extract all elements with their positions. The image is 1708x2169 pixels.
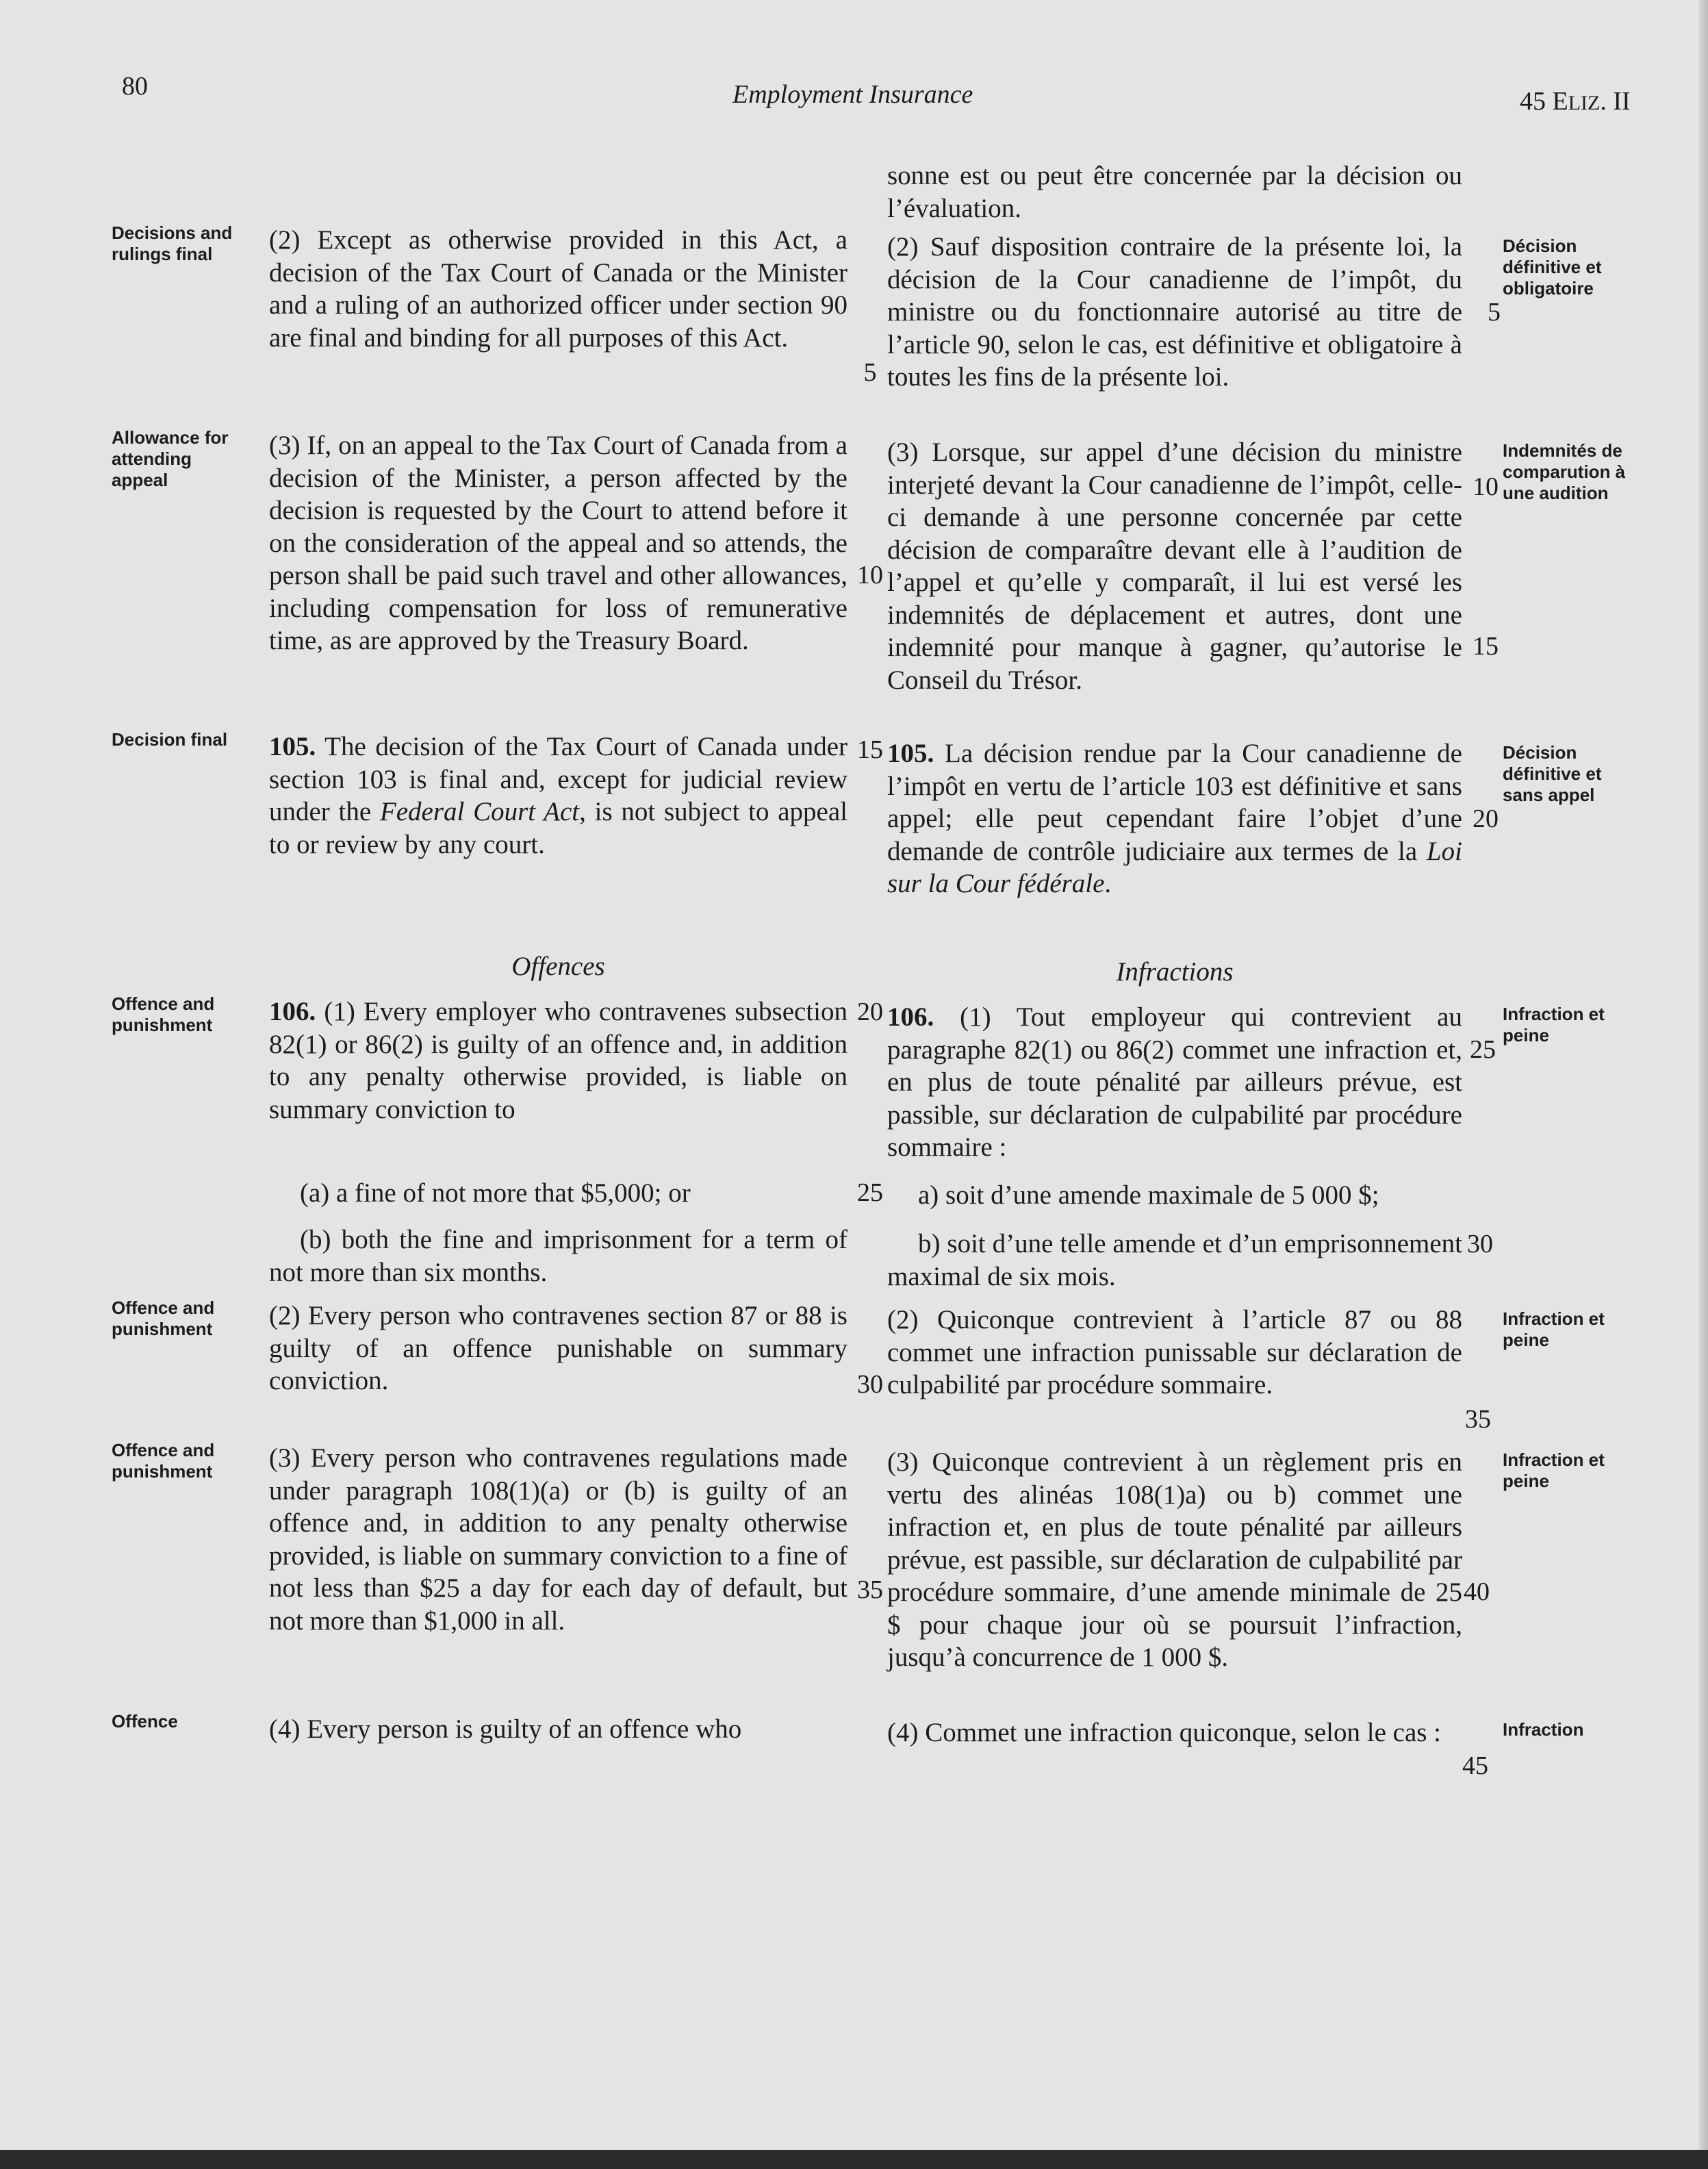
margin-note-offence-punishment-3: Offence and punishment [112, 1440, 215, 1482]
fr-section-106-1 [887, 1001, 1462, 1164]
margin-note-offence: Offence [112, 1711, 178, 1732]
line-number-fr-35: 35 [1465, 1405, 1491, 1434]
en-section-106-1 [269, 995, 847, 1126]
margin-note-decision-definitive-sans-appel: Décision définitive et sans appel [1503, 742, 1602, 805]
line-number-fr-10: 10 [1473, 472, 1499, 501]
fr-section-106-2: (2) Quiconque contrevient à l’article 87 ou 88 commet une infraction punissable sur déclaration de culpabilité par procédure sommaire. [887, 1305, 1462, 1399]
en-section-106-1-a: (a) a fine of not more that $5,000; or [300, 1178, 691, 1208]
margin-note-infraction-peine-2: Infraction et peine [1503, 1308, 1605, 1350]
line-number-en-15: 15 [857, 735, 883, 764]
en-section-105-number: 105. [269, 732, 316, 761]
margin-note-infraction: Infraction [1503, 1719, 1584, 1740]
fr-section-105-number: 105. [887, 739, 934, 768]
fr-section-106-number: 106. [887, 1002, 934, 1032]
margin-note-offence-punishment-1: Offence and punishment [112, 993, 215, 1035]
line-number-en-30: 30 [857, 1370, 883, 1399]
margin-note-allowance-attending-appeal: Allowance for attending appeal [112, 427, 229, 490]
margin-note-infraction-peine-1: Infraction et peine [1503, 1004, 1605, 1045]
en-paragraph-104-3: (3) If, on an appeal to the Tax Court of Canada from a decision of the Minister, a person affected by the decision is requested by the Court to attend before it on the consideration of the appeal and so attends, the person shall be paid such travel and other allowances, including compensation for loss of remunerative time, as are approved by the Treasury Board. [269, 431, 847, 655]
fr-section-106-1-b: b) soit d’une telle amende et d’un emprisonnement maximal de six mois. [887, 1229, 1462, 1291]
page-edge-shadow [1699, 0, 1708, 2150]
fr-section-105-text-b: . [1104, 869, 1112, 898]
line-number-en-20: 20 [857, 998, 883, 1026]
fr-section-105-act-name: Loi sur la Cour fédérale [887, 836, 1462, 898]
fr-paragraph-104-3: (3) Lorsque, sur appel d’une décision du ministre interjeté devant la Cour canadienne de l’impôt, celle-ci demande à une personne concernée par cette décision de comparaître devant elle à l’audition de l’appel et qu’elle y comparaît, il lui est versé les indemnités de déplacement et autres, dont une indemnité pour manque à gagner, qu’autorise le Conseil du Trésor. [887, 437, 1462, 695]
margin-note-decision-final: Decision final [112, 729, 228, 750]
en-section-106-number: 106. [269, 997, 316, 1026]
en-section-106-3: (3) Every person who contravenes regulations made under paragraph 108(1)(a) or (b) is guilty of an offence and, in addition to any penalty otherwise provided, is liable on summary conviction to a fine of not less than $25 a day for each day of default, but not more than $1,000 in all. [269, 1443, 847, 1636]
en-paragraph-104-2: (2) Except as otherwise provided in this Act, a decision of the Tax Court of Canada or the Minister and a ruling of an authorized officer under section 90 are final and binding for all purposes of this Act. [269, 225, 847, 353]
fr-heading-infractions: Infractions [1116, 957, 1234, 987]
page-number: 80 [122, 72, 148, 101]
line-number-fr-30: 30 [1467, 1230, 1493, 1258]
en-section-106-4: (4) Every person is guilty of an offence who [269, 1714, 742, 1744]
en-section-105-text-a: The decision of the Tax Court of Canada under section 103 is final and, except for judicial review under the [269, 732, 847, 826]
fr-section-105 [887, 737, 1462, 900]
margin-note-indemnites-comparution: Indemnités de comparution à une audition [1503, 440, 1626, 503]
en-section-106-1-text: (1) Every employer who contravenes subsection 82(1) or 86(2) is guilty of an offence and, in addition to any penalty otherwise provided, is liable on summary conviction to [269, 997, 847, 1124]
line-number-fr-5: 5 [1488, 298, 1501, 327]
regnal-year: 45 ELIZ. II [1520, 87, 1631, 116]
en-section-106-2: (2) Every person who contravenes section 87 or 88 is guilty of an offence punishable on summary conviction. [269, 1301, 847, 1395]
line-number-fr-20: 20 [1473, 804, 1499, 833]
line-number-fr-45: 45 [1462, 1751, 1488, 1780]
scan-bottom-bar [0, 2150, 1708, 2169]
fr-section-106-1-text: (1) Tout employeur qui contrevient au paragraphe 82(1) ou 86(2) commet une infraction et, en plus de toute pénalité par ailleurs prévue, est passible, sur déclaration de culpabilité par procédure sommaire : [887, 1002, 1462, 1162]
fr-section-105-text-a: La décision rendue par la Cour canadienne de l’impôt en vertu de l’article 103 est définitive et sans appel; elle peut cependant faire l’objet d’une demande de contrôle judiciaire aux termes de la [887, 739, 1462, 866]
en-section-106-1-b: (b) both the fine and imprisonment for a term of not more than six months. [269, 1225, 847, 1287]
en-section-105-text-b: , is not subject to appeal to or review by any court. [269, 797, 847, 859]
line-number-fr-15: 15 [1473, 632, 1499, 661]
margin-note-offence-punishment-2: Offence and punishment [112, 1297, 215, 1339]
running-title: Employment Insurance [732, 80, 973, 109]
margin-note-decisions-rulings-final: Decisions and rulings final [112, 223, 233, 264]
en-section-105 [269, 731, 847, 861]
en-heading-offences: Offences [511, 952, 605, 981]
margin-note-infraction-peine-3: Infraction et peine [1503, 1449, 1605, 1491]
fr-section-106-4: (4) Commet une infraction quiconque, selon le cas : [887, 1718, 1442, 1747]
line-number-en-35: 35 [857, 1575, 883, 1604]
fr-paragraph-104-2: (2) Sauf disposition contraire de la présente loi, la décision de la Cour canadienne de l’impôt, du ministre ou du fonctionnaire autorisé au titre de l’article 90, selon le cas, est définitive et obligatoire à toutes les fins de la présente loi. [887, 232, 1462, 392]
margin-note-decision-definitive-obligatoire: Décision définitive et obligatoire [1503, 236, 1602, 299]
line-number-fr-40: 40 [1464, 1577, 1490, 1606]
line-number-en-10: 10 [857, 561, 883, 589]
line-number-en-5: 5 [863, 358, 877, 387]
fr-section-106-3: (3) Quiconque contrevient à un règlement pris en vertu des alinéas 108(1)a) ou b) commet une infraction et, en plus de toute pénalité par ailleurs prévue, est passible, sur déclaration de culpabilité par procédure sommaire, d’une amende minimale de 25 $ pour chaque jour où se poursuit l’infraction, jusqu’à concurrence de 1 000 $. [887, 1447, 1462, 1672]
line-number-en-25: 25 [857, 1178, 883, 1207]
line-number-fr-25: 25 [1470, 1035, 1496, 1064]
fr-paragraph-continuation: sonne est ou peut être concernée par la décision ou l’évaluation. [887, 161, 1462, 223]
en-section-105-act-name: Federal Court Act [379, 797, 580, 826]
fr-section-106-1-a: a) soit d’une amende maximale de 5 000 $; [918, 1180, 1379, 1210]
